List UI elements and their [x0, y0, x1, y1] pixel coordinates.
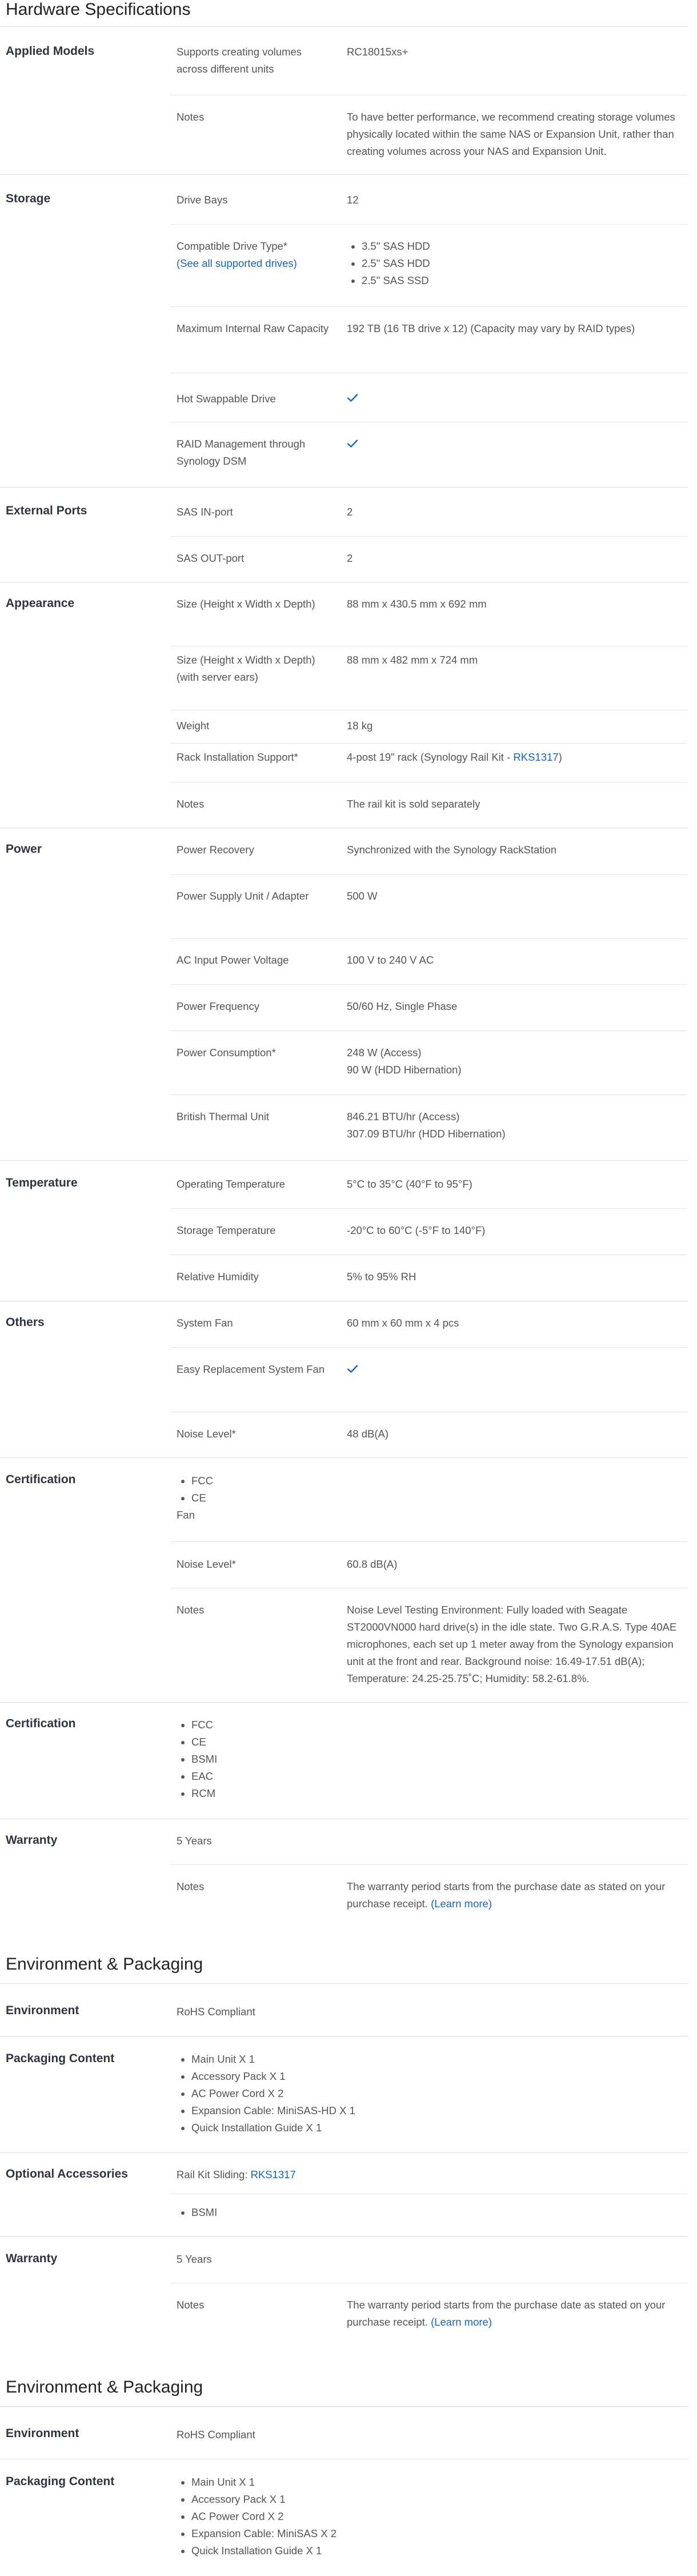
category-packaging-content: Packaging Content [6, 2475, 115, 2488]
category-warranty: Warranty [6, 2252, 58, 2265]
divider [0, 2152, 688, 2153]
spec-label-power-recovery: Power Recovery [177, 844, 254, 856]
spec-value-ac-input-voltage: 100 V to 240 V AC [347, 954, 434, 966]
list-item: • Accessory Pack X 1 [191, 2491, 519, 2508]
spec-label-raid-management: RAID Management through Synology DSM [177, 438, 306, 467]
spec-value-warranty: 5 Years [177, 1835, 212, 1847]
list-item: • Expansion Cable: MiniSAS X 2 [191, 2525, 519, 2542]
spec-value-size-with-ears: 88 mm x 482 mm x 724 mm [347, 654, 478, 666]
checkmark-icon [347, 1364, 358, 1373]
category-appearance: Appearance [6, 597, 75, 610]
list-item: • AC Power Cord X 2 [191, 2085, 519, 2102]
category-environment: Environment [6, 2004, 79, 2017]
divider [0, 26, 688, 27]
optional-accessories-list [177, 2204, 331, 2221]
spec-label-power-frequency: Power Frequency [177, 1000, 259, 1012]
category-external-ports: External Ports [6, 504, 87, 517]
divider [170, 1541, 688, 1542]
spec-value-optional-accessories [177, 2166, 519, 2183]
rks1317-link[interactable]: RKS1317 [513, 751, 559, 763]
learn-more-link[interactable]: (Learn more) [431, 2316, 492, 2328]
spec-value-notes: The rail kit is sold separately [347, 798, 480, 810]
warranty-notes-text: The warranty period starts from the purchase date as stated on your purchase receipt. [347, 2299, 666, 2328]
divider [0, 174, 688, 175]
category-storage: Storage [6, 192, 51, 205]
divider [0, 2406, 688, 2407]
spec-label-compatible-drive-type [177, 238, 331, 272]
checkmark-icon [347, 393, 358, 402]
see-all-supported-drives-link[interactable]: (See all supported drives) [177, 257, 297, 269]
spec-value-hot-swappable-drive [347, 390, 690, 408]
spec-value-environment: RoHS Compliant [177, 2429, 255, 2441]
spec-value-weight: 18 kg [347, 720, 373, 732]
spec-label-notes: Notes [177, 111, 205, 123]
spec-label-easy-replacement-fan: Easy Replacement System Fan [177, 1363, 325, 1375]
certification-fan-text: Fan [177, 1509, 195, 1521]
packaging-content-block [177, 2051, 519, 2136]
list-item: • Quick Installation Guide X 1 [191, 2119, 519, 2136]
divider [170, 743, 688, 744]
optional-accessories-list-block [177, 2204, 331, 2221]
spec-value-power-frequency: 50/60 Hz, Single Phase [347, 1000, 458, 1012]
spec-value-warranty-notes [347, 1878, 690, 1912]
certification-list-block [177, 1472, 331, 1524]
list-item: • Accessory Pack X 1 [191, 2068, 519, 2085]
spec-label-sas-in-port: SAS IN-port [177, 506, 233, 518]
btu-access: 846.21 BTU/hr (Access) [347, 1111, 460, 1123]
list-item: • 2.5" SAS SSD [362, 272, 690, 289]
spec-value-size: 88 mm x 430.5 mm x 692 mm [347, 598, 487, 610]
spec-value-btu [347, 1108, 690, 1143]
divider [0, 1983, 688, 1984]
list-item: • FCC [191, 1716, 331, 1734]
warranty-notes-text: The warranty period starts from the purchase date as stated on your purchase receipt. [347, 1880, 666, 1910]
spec-value-psu: 500 W [347, 890, 378, 902]
checkmark-icon [347, 439, 358, 448]
divider [170, 1864, 688, 1865]
packaging-content-block [177, 2474, 519, 2559]
divider [170, 1347, 688, 1348]
spec-value-compatible-drive-type [347, 238, 690, 289]
spec-label-relative-humidity: Relative Humidity [177, 1271, 259, 1283]
list-item: • CE [191, 1734, 331, 1751]
spec-value-operating-temperature: 5°C to 35°C (40°F to 95°F) [347, 1178, 472, 1190]
spec-value-notes: To have better performance, we recommend creating storage volumes physically located within the same NAS or Expansion Unit, rather than creating volumes across your NAS and Expansion Unit. [347, 111, 675, 157]
divider [0, 1702, 688, 1703]
spec-value-noise-notes: Noise Level Testing Environment: Fully loaded with Seagate ST2000VN000 hard drive(s) in the idle state. Two G.R.A.S. Type 40AE microphones, each set up 1 meter away from the Synology expansion unit at the front and rear. Background noise: 16.49-17.51 dB(A); Temperature: 24.25-25.75˚C; Humidity: 58.2-61.8%. [347, 1604, 677, 1684]
spec-label-notes: Notes [177, 2299, 205, 2311]
category-environment: Environment [6, 2427, 79, 2440]
category-certification: Certification [6, 1717, 76, 1730]
spec-value-power-consumption [347, 1044, 690, 1079]
spec-value-raid-management [347, 436, 690, 453]
spec-value-system-fan: 60 mm x 60 mm x 4 pcs [347, 1317, 459, 1329]
list-item: • 2.5" SAS HDD [362, 255, 690, 272]
spec-value-warranty-notes [347, 2297, 690, 2331]
spec-label-notes: Notes [177, 1604, 205, 1616]
spec-label-cross-unit-volumes: Supports creating volumes across different units [177, 46, 302, 75]
divider [170, 306, 688, 307]
spec-value-storage-temperature: -20°C to 60°C (-5°F to 140°F) [347, 1224, 486, 1236]
hardware-specifications-title: Hardware Specifications [6, 0, 191, 19]
category-warranty: Warranty [6, 1834, 58, 1847]
category-temperature: Temperature [6, 1176, 78, 1189]
spec-label-system-fan: System Fan [177, 1317, 233, 1329]
spec-label-rack-installation: Rack Installation Support* [177, 751, 298, 763]
list-item: • Expansion Cable: MiniSAS-HD X 1 [191, 2102, 519, 2119]
spec-label-noise-level: Noise Level* [177, 1428, 236, 1440]
spec-label-notes: Notes [177, 798, 205, 810]
spec-value-max-raw-capacity: 192 TB (16 TB drive x 12) (Capacity may vary by RAID types) [347, 322, 635, 334]
category-optional-accessories: Optional Accessories [6, 2167, 128, 2180]
category-power: Power [6, 842, 42, 856]
compatible-drive-list [347, 238, 690, 289]
learn-more-link[interactable]: (Learn more) [431, 1898, 492, 1910]
spec-label-weight: Weight [177, 720, 210, 732]
spec-value-applied-model: RC18015xs+ [347, 46, 408, 58]
rail-kit-text: Rail Kit Sliding: [177, 2168, 251, 2180]
spec-value-power-recovery: Synchronized with the Synology RackStation [347, 844, 557, 856]
category-others: Others [6, 1316, 45, 1329]
list-item: • BSMI [191, 2204, 331, 2221]
spec-label-size: Size (Height x Width x Depth) [177, 598, 315, 610]
spec-label-storage-temperature: Storage Temperature [177, 1224, 276, 1236]
list-item: • EAC [191, 1768, 331, 1785]
divider [170, 1208, 688, 1209]
spec-label-power-consumption: Power Consumption* [177, 1047, 276, 1059]
spec-label-btu: British Thermal Unit [177, 1111, 270, 1123]
divider [170, 536, 688, 537]
spec-label-operating-temperature: Operating Temperature [177, 1178, 285, 1190]
certification-list [177, 1716, 331, 1802]
environment-packaging-title: Environment & Packaging [6, 1955, 203, 1974]
certification-list-block [177, 1716, 331, 1802]
list-item: • Quick Installation Guide X 1 [191, 2542, 519, 2559]
spec-label-drive-bays: Drive Bays [177, 194, 228, 206]
certification-list [177, 1472, 331, 1507]
power-consumption-access: 248 W (Access) [347, 1047, 422, 1059]
divider [170, 938, 688, 939]
spec-value-rack-installation [347, 749, 690, 766]
spec-label-max-raw-capacity: Maximum Internal Raw Capacity [177, 322, 329, 334]
power-consumption-hibernation: 90 W (HDD Hibernation) [347, 1064, 462, 1076]
environment-packaging-title: Environment & Packaging [6, 2378, 203, 2397]
spec-value-noise-level: 48 dB(A) [347, 1428, 389, 1440]
category-applied-models: Applied Models [6, 45, 95, 58]
list-item: • Main Unit X 1 [191, 2051, 519, 2068]
rack-installation-text: 4-post 19" rack (Synology Rail Kit - [347, 751, 514, 763]
spec-label-hot-swappable-drive: Hot Swappable Drive [177, 393, 276, 405]
spec-label-size-with-ears: Size (Height x Width x Depth) (with server ears) [177, 654, 315, 683]
list-item: • BSMI [191, 1751, 331, 1768]
list-item: • CE [191, 1489, 331, 1507]
list-item: • Main Unit X 1 [191, 2474, 519, 2491]
category-certification: Certification [6, 1473, 76, 1486]
compatible-drive-type-text: Compatible Drive Type* [177, 240, 287, 252]
list-item: • AC Power Cord X 2 [191, 2508, 519, 2525]
divider [0, 1160, 688, 1161]
spec-value-noise-level: 60.8 dB(A) [347, 1558, 398, 1570]
divider [0, 487, 688, 488]
spec-value-environment: RoHS Compliant [177, 2006, 255, 2018]
spec-value-sas-out-port: 2 [347, 552, 353, 564]
rks1317-link[interactable]: RKS1317 [250, 2168, 296, 2180]
spec-value-drive-bays: 12 [347, 194, 359, 206]
spec-label-notes: Notes [177, 1880, 205, 1892]
spec-label-psu: Power Supply Unit / Adapter [177, 890, 309, 902]
divider [170, 874, 688, 875]
category-packaging-content: Packaging Content [6, 2052, 115, 2065]
spec-label-noise-level: Noise Level* [177, 1558, 236, 1570]
spec-value-easy-replacement-fan [347, 1361, 690, 1379]
divider [170, 224, 688, 225]
divider [170, 984, 688, 985]
list-item: • 3.5" SAS HDD [362, 238, 690, 255]
spec-value-sas-in-port: 2 [347, 506, 353, 518]
spec-label-ac-input-voltage: AC Input Power Voltage [177, 954, 289, 966]
btu-hibernation: 307.09 BTU/hr (HDD Hibernation) [347, 1128, 506, 1140]
packaging-content-list [177, 2051, 519, 2136]
rack-installation-tail: ) [558, 751, 562, 763]
spec-value-warranty: 5 Years [177, 2253, 212, 2265]
packaging-content-list [177, 2474, 519, 2559]
list-item: • FCC [191, 1472, 331, 1489]
spec-label-sas-out-port: SAS OUT-port [177, 552, 245, 564]
list-item: • RCM [191, 1785, 331, 1802]
divider [0, 1457, 688, 1458]
spec-value-relative-humidity: 5% to 95% RH [347, 1271, 416, 1283]
